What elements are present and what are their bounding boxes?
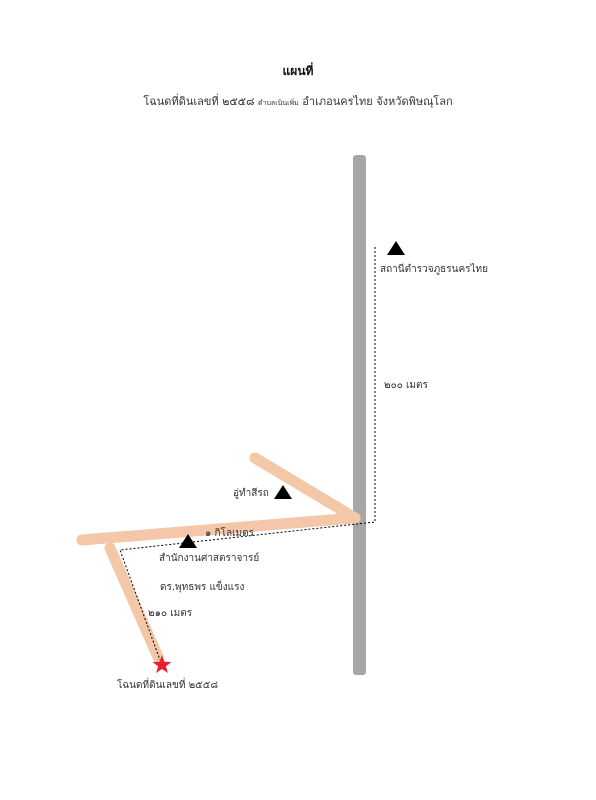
label-office: สำนักงานศาสตราจารย์	[159, 553, 260, 564]
label-north-distance: ๒๐๐ เมตร	[384, 380, 428, 391]
label-owner: ดร.พุทธพร แข็งแรง	[160, 582, 245, 593]
police-station-marker-icon	[387, 241, 405, 255]
subtitle-parcel: โฉนดที่ดินเลขที่ ๒๕๕๘	[143, 95, 255, 108]
label-south-distance: ๒๑๐ เมตร	[148, 608, 193, 619]
label-parcel: โฉนดที่ดินเลขที่ ๒๕๕๘	[117, 680, 219, 691]
garage-marker-icon	[274, 485, 292, 499]
road-diagonal-northeast	[255, 458, 355, 518]
road-south-branch	[110, 548, 158, 657]
route-line	[120, 247, 375, 660]
map-title: แผนที่	[282, 64, 314, 78]
subtitle-subdistrict: ตำบลเนินเพิ่ม	[258, 99, 299, 107]
label-police-station: สถานีตำรวจภูธรนครไทย	[380, 264, 489, 275]
subtitle-district: อำเภอนครไทย จังหวัดพิษณุโลก	[302, 95, 453, 108]
main-road	[353, 155, 366, 675]
label-east-distance: ๑ กิโลเมตร	[205, 528, 254, 539]
label-garage: อู่ทำสีรถ	[233, 488, 269, 499]
